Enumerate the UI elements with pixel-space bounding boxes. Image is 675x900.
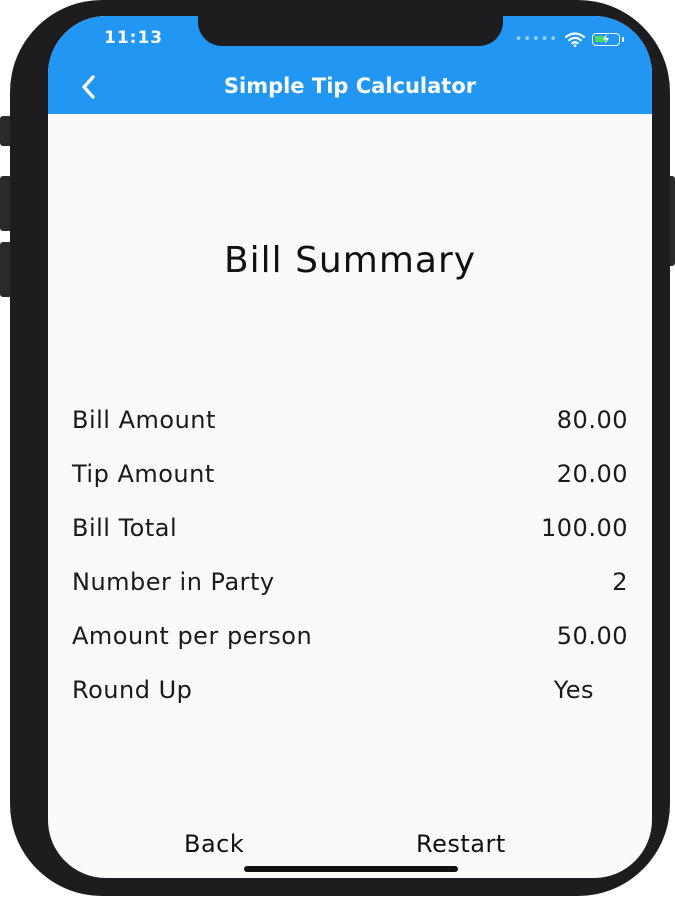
row-tip-amount [72,460,628,514]
footer-actions [48,826,652,866]
row-label: Bill Total [72,514,178,542]
row-value: Yes [553,676,594,704]
app-header [48,16,652,114]
row-label: Bill Amount [72,406,216,434]
wifi-icon [565,32,585,47]
row-label: Number in Party [72,568,275,596]
row-amount-per-person [72,622,628,676]
row-label: Amount per person [72,622,313,650]
row-number-in-party [72,568,628,622]
summary-list [72,406,628,730]
home-indicator[interactable] [244,866,458,872]
row-value: 2 [612,568,628,596]
battery-charging-icon [592,33,620,46]
charging-bolt-icon [602,34,610,44]
phone-frame [10,0,670,896]
row-bill-total [72,514,628,568]
row-value: 20.00 [556,460,628,488]
row-label: Tip Amount [72,460,215,488]
page-title: Bill Summary [223,240,477,281]
back-button[interactable]: Back [184,830,245,858]
signal-icon: ••••• [514,31,558,47]
row-round-up [72,676,628,730]
row-value: 80.00 [556,406,628,434]
app-screen [48,16,652,878]
row-value: 100.00 [541,514,628,542]
row-label: Round Up [72,676,193,704]
notch [198,16,503,46]
status-time: 11:13 [104,28,164,48]
battery-tip [622,37,624,42]
app-title: Simple Tip Calculator [223,74,477,98]
status-icons [515,30,620,48]
restart-button[interactable]: Restart [416,830,506,858]
row-bill-amount [72,406,628,460]
row-value: 50.00 [556,622,628,650]
